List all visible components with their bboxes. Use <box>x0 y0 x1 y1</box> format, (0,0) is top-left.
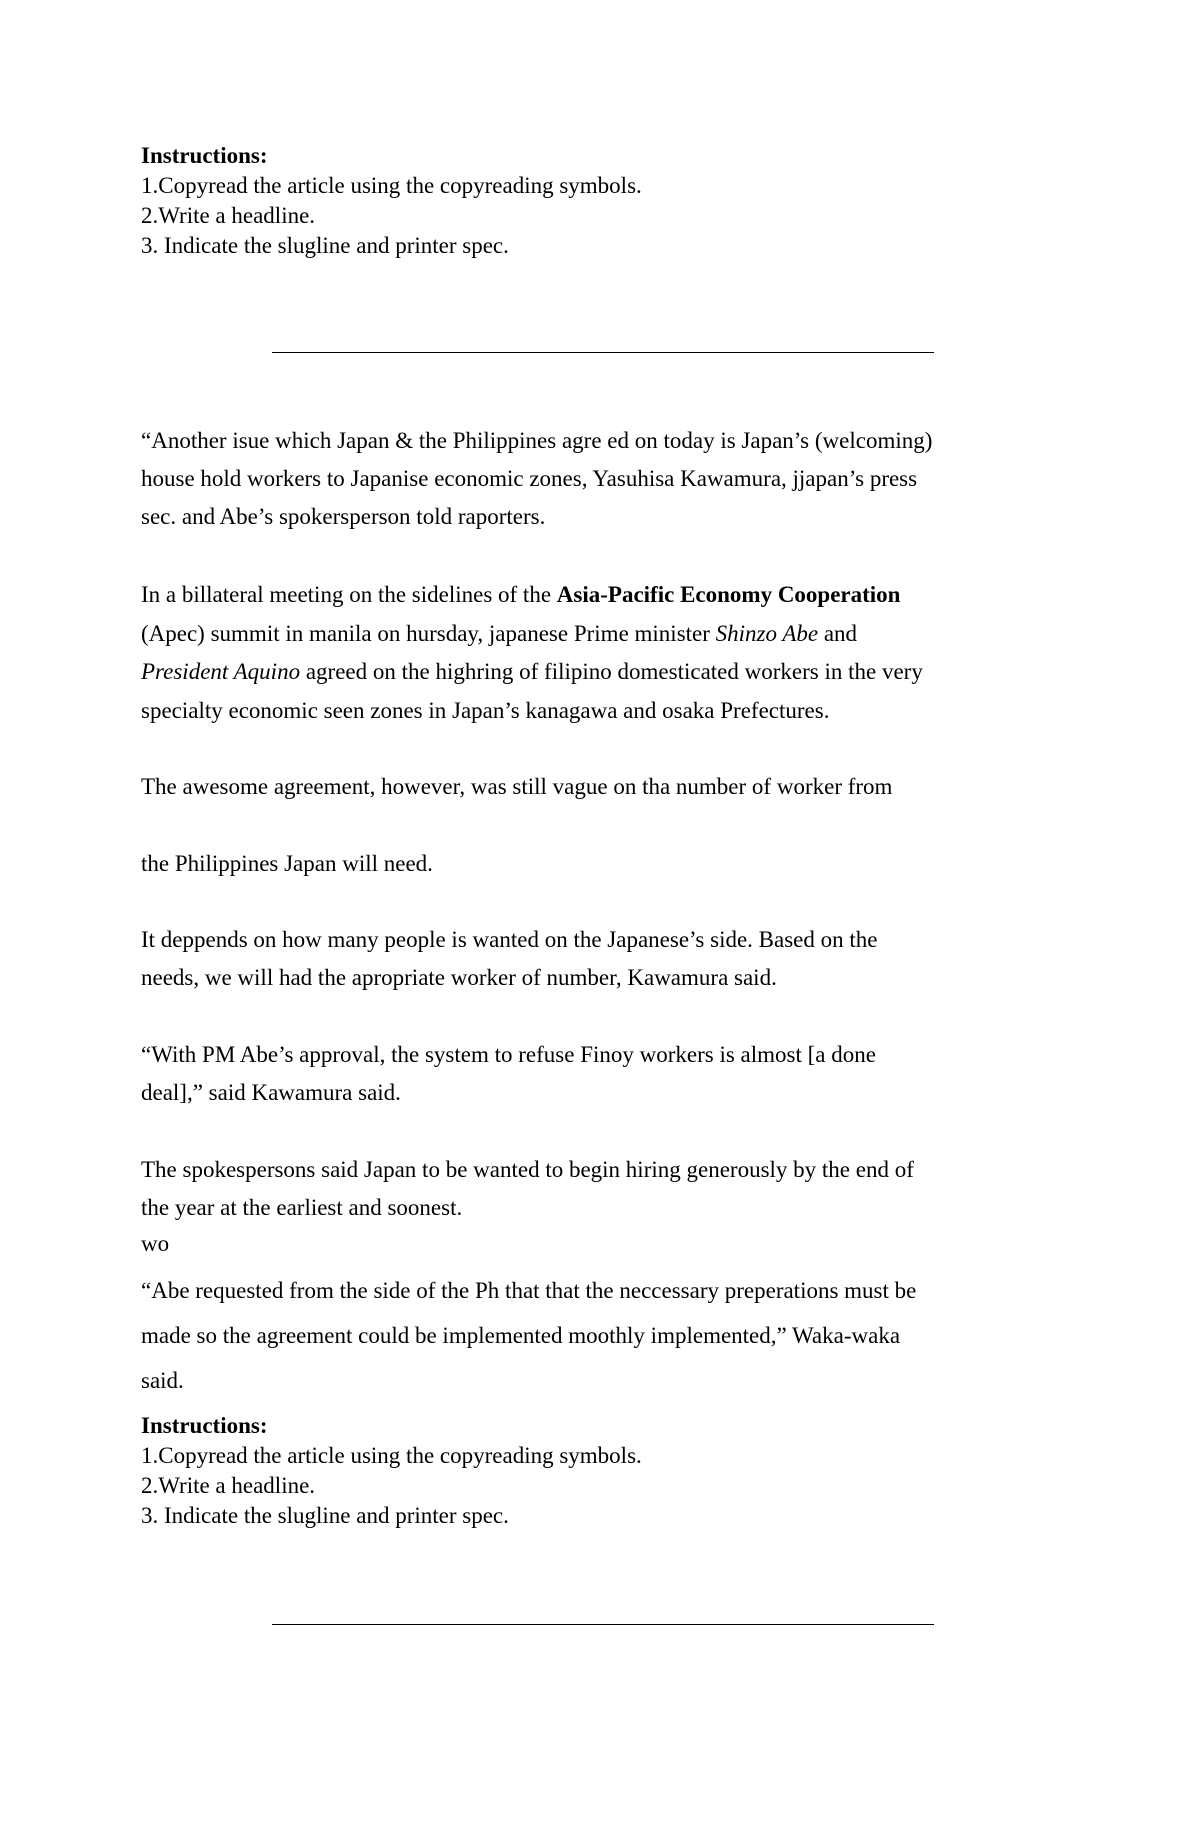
paragraph-line: “Another isue which Japan & the Philippines agre ed on today is Japan’s (welcoming) <box>141 428 933 453</box>
article-paragraph-6 <box>141 1036 1071 1112</box>
paragraph-line: deal],” said Kawamura said. <box>141 1080 401 1105</box>
article-paragraph-5 <box>141 921 1071 997</box>
paragraph-line: the year at the earliest and soonest. <box>141 1195 463 1220</box>
instruction-item-3-bottom: 3. Indicate the slugline and printer spec. <box>141 1503 509 1528</box>
paragraph-line: It deppends on how many people is wanted on the Japanese’s side. Based on the <box>141 927 878 952</box>
paragraph-line: The spokespersons said Japan to be wanted to begin hiring generously by the end of <box>141 1157 914 1182</box>
bold-organization-name: Asia-Pacific Economy Cooperation <box>556 582 901 607</box>
paragraph-line: wo <box>141 1231 170 1256</box>
instruction-item-1-bottom: 1.Copyread the article using the copyreading symbols. <box>141 1443 642 1468</box>
paragraph-line: house hold workers to Japanise economic zones, Yasuhisa Kawamura, jjapan’s press <box>141 466 918 491</box>
instruction-item-3-top: 3. Indicate the slugline and printer spec. <box>141 233 509 258</box>
paragraph-line: sec. and Abe’s spokersperson told raporters. <box>141 504 546 529</box>
separator-rule-bottom <box>272 1624 934 1625</box>
paragraph-line: the Philippines Japan will need. <box>141 851 433 876</box>
paragraph-line <box>141 576 1071 615</box>
separator-rule-top <box>272 352 934 353</box>
paragraph-line <box>141 615 1071 654</box>
instructions-heading-top: Instructions: <box>141 143 268 168</box>
text-run: agreed on the highring of filipino domesticated workers in the very <box>300 659 923 684</box>
paragraph-line: “Abe requested from the side of the Ph that that the neccessary preperations must be <box>141 1278 917 1303</box>
article-paragraph-4 <box>141 845 1071 883</box>
text-run: (Apec) summit in manila on hursday, japanese Prime minister <box>141 620 716 646</box>
italic-person-name: Shinzo Abe <box>715 620 819 646</box>
instruction-item-2-bottom: 2.Write a headline. <box>141 1473 316 1498</box>
paragraph-line <box>141 653 1071 692</box>
instructions-heading-bottom: Instructions: <box>141 1413 268 1438</box>
text-run: In a billateral meeting on the sidelines of the <box>141 582 557 607</box>
paragraph-line: The awesome agreement, however, was still vague on tha number of worker from <box>141 774 893 799</box>
article-paragraph-7 <box>141 1151 1071 1261</box>
text-run: and <box>818 620 858 646</box>
paragraph-line: needs, we will had the apropriate worker of number, Kawamura said. <box>141 965 777 990</box>
paragraph-line: made so the agreement could be implemented moothly implemented,” Waka-waka <box>141 1323 901 1348</box>
article-paragraph-1 <box>141 422 1071 536</box>
paragraph-line: specialty economic seen zones in Japan’s kanagawa and osaka Prefectures. <box>141 697 830 723</box>
paragraph-line: said. <box>141 1368 184 1393</box>
instruction-item-2-top: 2.Write a headline. <box>141 203 316 228</box>
instruction-item-1-top: 1.Copyread the article using the copyreading symbols. <box>141 173 642 198</box>
paragraph-line: “With PM Abe’s approval, the system to refuse Finoy workers is almost [a done <box>141 1042 876 1067</box>
article-paragraph-8 <box>141 1268 1071 1403</box>
italic-person-name: President Aquino <box>141 659 301 684</box>
article-paragraph-2 <box>141 576 1071 730</box>
article-paragraph-3 <box>141 768 1071 806</box>
